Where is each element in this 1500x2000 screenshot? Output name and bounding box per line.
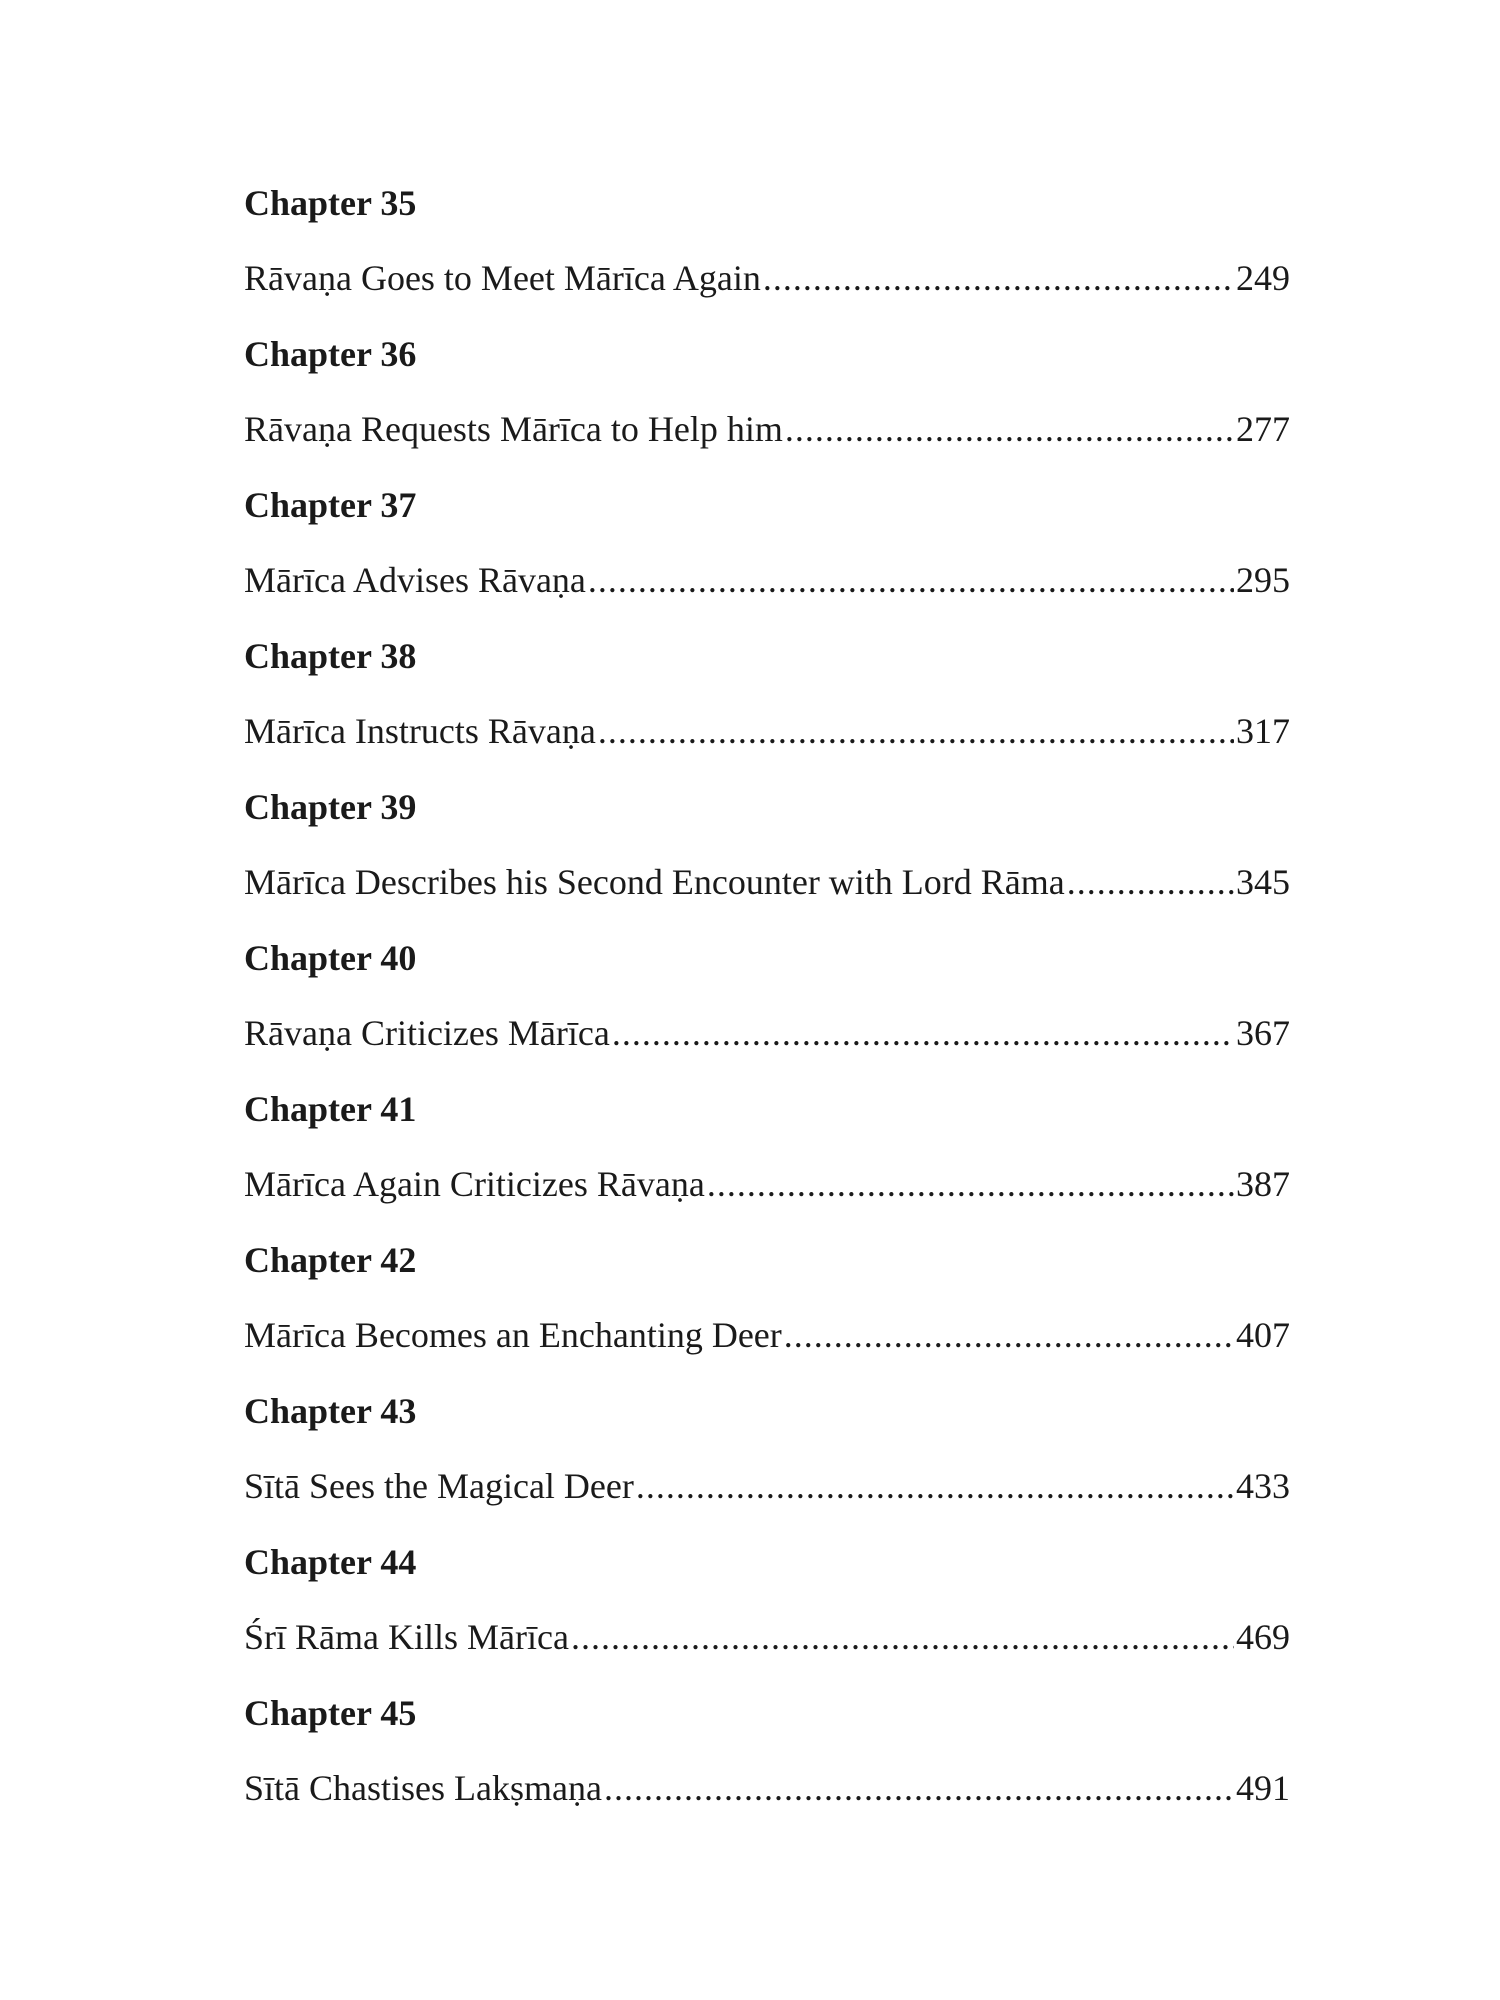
page-number: 345 [1236,862,1290,902]
toc-entry [244,329,1290,480]
dot-leader [1067,857,1234,907]
page-number: 469 [1236,1617,1290,1657]
chapter-title: Mārīca Describes his Second Encounter with Lord Rāma [244,862,1065,902]
dot-leader [636,1461,1234,1511]
chapter-title: Sītā Sees the Magical Deer [244,1466,634,1506]
chapter-title: Mārīca Becomes an Enchanting Deer [244,1315,782,1355]
chapter-heading: Chapter 39 [244,787,417,827]
chapter-heading: Chapter 40 [244,938,417,978]
dot-leader [598,706,1234,756]
toc-line[interactable] [244,404,1290,454]
dot-leader [763,253,1234,303]
page-number: 249 [1236,258,1290,298]
page-number: 491 [1236,1768,1290,1808]
chapter-heading: Chapter 35 [244,183,417,223]
page-number: 317 [1236,711,1290,751]
toc-line[interactable] [244,706,1290,756]
toc-entry [244,1688,1290,1839]
dot-leader [571,1612,1234,1662]
chapter-title: Śrī Rāma Kills Mārīca [244,1617,569,1657]
toc-line[interactable] [244,1612,1290,1662]
chapter-title: Rāvaṇa Criticizes Mārīca [244,1013,610,1053]
page-number: 433 [1236,1466,1290,1506]
dot-leader [784,1310,1234,1360]
dot-leader [612,1008,1234,1058]
chapter-heading: Chapter 37 [244,485,417,525]
toc-entry [244,782,1290,933]
dot-leader [785,404,1234,454]
chapter-heading: Chapter 45 [244,1693,417,1733]
toc-line[interactable] [244,1159,1290,1209]
toc-entry [244,933,1290,1084]
toc-line[interactable] [244,555,1290,605]
toc-entry [244,1084,1290,1235]
page-number: 387 [1236,1164,1290,1204]
chapter-heading: Chapter 38 [244,636,417,676]
toc-entry [244,178,1290,329]
chapter-title: Mārīca Again Criticizes Rāvaṇa [244,1164,705,1204]
chapter-heading: Chapter 44 [244,1542,417,1582]
dot-leader [604,1763,1234,1813]
chapter-heading: Chapter 36 [244,334,417,374]
page-number: 295 [1236,560,1290,600]
chapter-heading: Chapter 41 [244,1089,417,1129]
dot-leader [588,555,1234,605]
chapter-title: Rāvaṇa Requests Mārīca to Help him [244,409,783,449]
toc-line[interactable] [244,1461,1290,1511]
page-number: 277 [1236,409,1290,449]
page-number: 367 [1236,1013,1290,1053]
toc-entry [244,1235,1290,1386]
table-of-contents [244,178,1290,1839]
toc-line[interactable] [244,253,1290,303]
toc-entry [244,1537,1290,1688]
chapter-heading: Chapter 43 [244,1391,417,1431]
dot-leader [707,1159,1234,1209]
toc-entry [244,1386,1290,1537]
page-number: 407 [1236,1315,1290,1355]
toc-line[interactable] [244,857,1290,907]
toc-entry [244,631,1290,782]
toc-line[interactable] [244,1763,1290,1813]
toc-line[interactable] [244,1008,1290,1058]
chapter-title: Mārīca Advises Rāvaṇa [244,560,586,600]
toc-line[interactable] [244,1310,1290,1360]
toc-entry [244,480,1290,631]
chapter-heading: Chapter 42 [244,1240,417,1280]
chapter-title: Rāvaṇa Goes to Meet Mārīca Again [244,258,761,298]
chapter-title: Mārīca Instructs Rāvaṇa [244,711,596,751]
chapter-title: Sītā Chastises Lakṣmaṇa [244,1768,602,1808]
